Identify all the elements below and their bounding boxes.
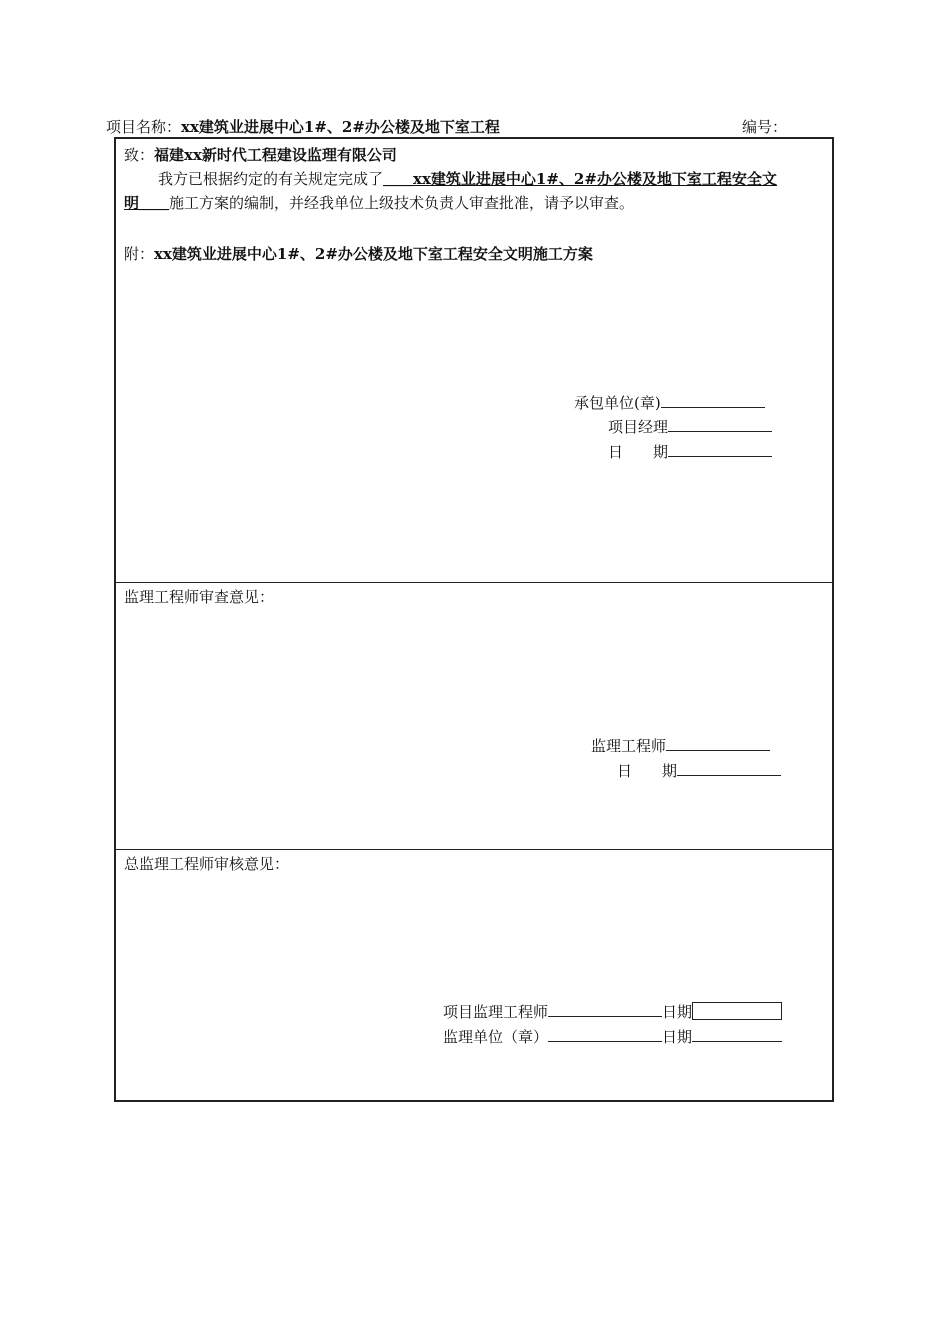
date-sign-row [608,441,772,462]
unit-label: 监理单位（章） [443,1028,549,1046]
date-label: 日 期 [608,443,669,461]
engineer-date-blank [677,775,781,776]
attachment-line [124,243,593,264]
section-divider [116,849,832,850]
contractor-label: 承包单位(章) [574,394,661,412]
project-name: xx建筑业进展中心1#、2#办公楼及地下室工程 [181,118,500,136]
body-line-2 [124,192,634,213]
addressee-company: 福建xx新时代工程建设监理有限公司 [154,146,397,164]
engineer-sign-row [591,735,770,756]
attach-text: xx建筑业进展中心1#、2#办公楼及地下室工程安全文明施工方案 [154,245,593,263]
date-input-box [692,1002,782,1020]
contractor-sign-row [574,392,765,413]
project-engineer-sign-row [443,1001,782,1022]
body-blank-tail: ＿＿ [139,194,170,212]
engineer-review-title: 监理工程师审查意见： [124,588,275,606]
body-prefix: 我方已根据约定的有关规定完成了 [158,170,384,188]
engineer-date-label: 日 期 [617,762,678,780]
manager-sign-row [608,416,772,437]
unit-date-blank [692,1041,782,1042]
unit-blank [548,1041,662,1042]
project-engineer-label: 项目监理工程师 [443,1003,549,1021]
project-label: 项目名称： [106,118,182,136]
manager-blank [668,431,772,432]
date-blank [668,456,772,457]
engineer-blank [666,750,770,751]
engineer-date-row [617,760,781,781]
project-engineer-blank [548,1016,662,1017]
engineer-label: 监理工程师 [591,737,667,755]
form-table [114,137,834,1102]
contractor-blank [661,407,765,408]
attach-label: 附： [124,245,155,263]
to-label: 致： [124,146,155,164]
unit-sign-row [443,1026,782,1047]
chief-review-title: 总监理工程师审核意见： [124,855,290,873]
date-label-1: 日期 [662,1003,693,1021]
body-line-1 [158,168,777,189]
project-title [106,116,500,137]
date-label-2: 日期 [662,1028,693,1046]
body-suffix: 施工方案的编制，并经我单位上级技术负责人审查批准，请予以审查。 [169,194,635,212]
body-filled-text-cont: 明 [124,194,140,212]
number-label: 编号： [742,118,788,136]
body-filled-text: xx建筑业进展中心1#、2#办公楼及地下室工程安全文 [413,170,777,188]
addressee-line [124,144,397,165]
body-blank-lead: ＿＿ [383,170,414,188]
manager-label: 项目经理 [608,418,669,436]
section-divider [116,582,832,583]
